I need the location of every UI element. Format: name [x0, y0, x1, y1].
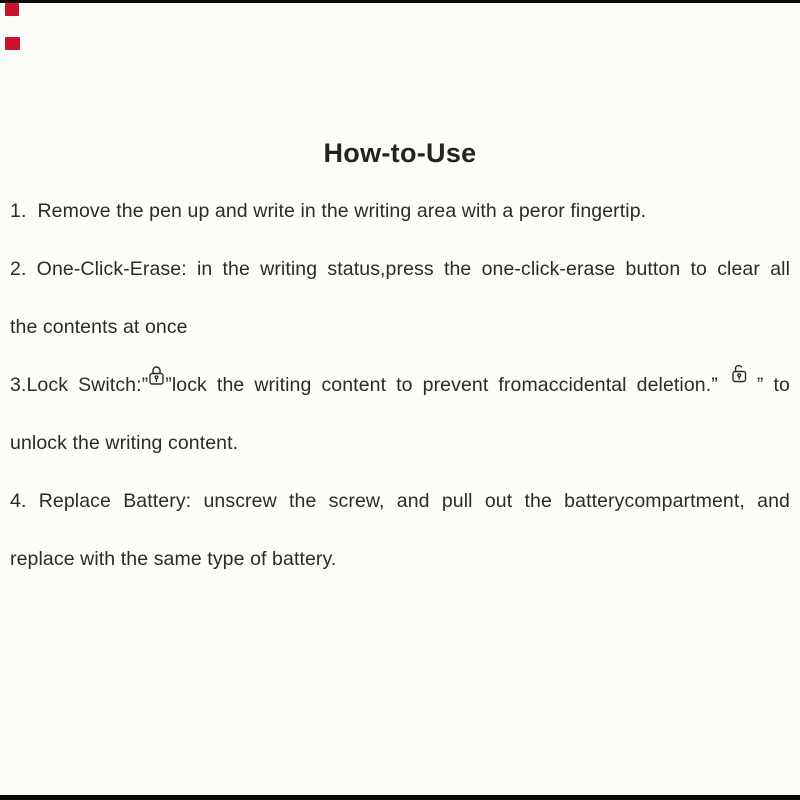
bottom-edge-bar: [0, 795, 800, 800]
lock-closed-icon: [148, 365, 165, 386]
red-print-mark-1: [5, 3, 19, 16]
instruction-text: unlock the writing content.: [10, 432, 239, 454]
lock-open-icon: [728, 362, 747, 383]
instruction-line: [10, 356, 790, 414]
instruction-line: [10, 414, 790, 472]
instruction-text: 2. One-Click-Erase: in the writing status,press the one-click-erase button to clear all: [10, 258, 790, 280]
instruction-line: [10, 182, 790, 240]
instruction-text: the contents at once: [10, 316, 188, 338]
instructions-list: [10, 182, 790, 588]
instruction-text: ” to: [746, 374, 791, 396]
instruction-line: [10, 530, 790, 588]
red-print-mark-2: [5, 37, 20, 50]
instruction-line: [10, 240, 790, 298]
top-edge-bar: [0, 0, 800, 3]
instruction-text: 1. Remove the pen up and write in the writing area with a peror fingertip.: [10, 200, 647, 222]
page-title: How-to-Use: [323, 138, 477, 168]
instruction-text: 4. Replace Battery: unscrew the screw, and pull out the batterycompartment, and: [10, 490, 790, 512]
instruction-text: replace with the same type of battery.: [10, 548, 337, 570]
instruction-text: ”lock the writing content to prevent fromaccidental deletion.”: [165, 374, 728, 396]
instruction-line: [10, 472, 790, 530]
instruction-text: 3.Lock Switch:”: [10, 374, 149, 396]
instruction-line: [10, 298, 790, 356]
